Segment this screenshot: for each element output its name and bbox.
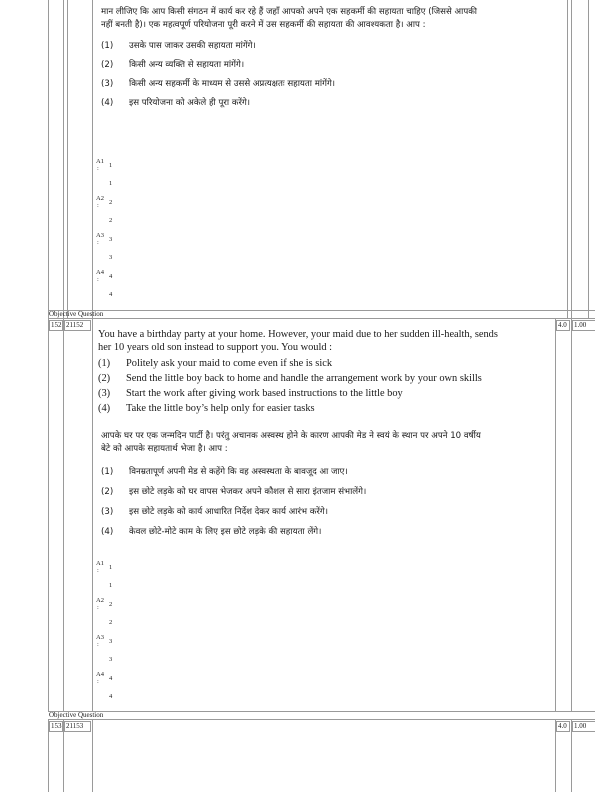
- q152-hindi-option-2-text: इस छोटे लड़के को घर वापस भेजकर अपने कौशल से सारा इंतजाम संभालेंगे।: [129, 487, 367, 497]
- q152-hindi-stem-line1: आपके घर पर एक जन्मदिन पार्टी है। परंतु अचानक अस्वस्थ होने के कारण आपकी मेड ने स्वयं के स्थान पर अपने 10 वर्षीय: [101, 431, 481, 441]
- q151-a2-label: A2: [96, 195, 104, 202]
- q152-qid-cell: [64, 320, 91, 331]
- q152-eng-option-3-text: Start the work after giving work based instructions to the little boy: [126, 388, 403, 399]
- q151-option-2-num: (2): [101, 60, 114, 70]
- q152-hindi-option-4: [101, 526, 571, 542]
- q152-hindi-option-2: [101, 486, 571, 502]
- q151-a1-value: 1: [109, 162, 113, 169]
- q152-hindi-stem: [101, 430, 556, 456]
- grid-left-outer: [48, 0, 49, 318]
- q151-option-3-num: (3): [101, 79, 114, 89]
- row-divider-1b: [48, 318, 595, 319]
- question-152: [98, 328, 553, 537]
- q152-eng-option-4: [98, 402, 568, 418]
- q151-a4-colon: :: [97, 276, 99, 283]
- q152-hindi-option-3-text: इस छोटे लड़के को कार्य आधारित निर्देश देकर कार्य आरंभ करेंगे।: [129, 507, 328, 517]
- q151-a2-sub: 2: [109, 217, 113, 224]
- q151-option-4-text: इस परियोजना को अकेले ही पूरा करेंगे।: [129, 98, 251, 108]
- q152-eng-stem-line2: her 10 years old son instead to support you. You would :: [98, 342, 333, 353]
- q151-a4-label: A4: [96, 269, 104, 276]
- q153-serial-cell: [49, 721, 63, 732]
- q151-a1-sub: 1: [109, 180, 113, 187]
- q152-a2-label: A2: [96, 597, 104, 604]
- q152-marks: 4.0: [558, 321, 567, 329]
- q151-answers: [96, 158, 136, 308]
- q152-a4-label: A4: [96, 671, 104, 678]
- q152-eng-stem-line1: You have a birthday party at your home. However, your maid due to her sudden ill-health, sends: [98, 329, 498, 340]
- section-label-objective-2: Objective Question: [49, 711, 104, 719]
- q152-serial-cell: [49, 320, 63, 331]
- q151-option-4: [101, 97, 571, 113]
- q152-answers: [96, 560, 136, 710]
- row-divider-2: [48, 711, 595, 712]
- q152-eng-option-3: [98, 387, 568, 403]
- q151-a4-value: 4: [109, 273, 113, 280]
- q151-a3-sub: 3: [109, 254, 113, 261]
- q152-a1-sub: 1: [109, 582, 113, 589]
- q152-hindi-option-4-num: (4): [101, 527, 114, 537]
- q152-a1-value: 1: [109, 564, 113, 571]
- q151-option-1: [101, 40, 571, 56]
- q152-a2-sub: 2: [109, 619, 113, 626]
- q152-hindi-option-1-text: विनम्रतापूर्ण अपनी मेड से कहेंगे कि वह अस्वस्थता के बावजूद आ जाए।: [129, 467, 348, 477]
- row-divider-1: [48, 310, 595, 311]
- q151-a3-colon: :: [97, 239, 99, 246]
- q152-eng-option-1-num: (1): [98, 358, 111, 369]
- grid-left-inner-a: [63, 0, 64, 318]
- q151-hindi-stem-line1: मान लीजिए कि आप किसी संगठन में कार्य कर रहे हैं जहाँ आपको अपने एक सहकर्मी की सहायता चाहिए (जिससे आपकी: [101, 7, 478, 17]
- q152-eng-option-4-num: (4): [98, 403, 111, 414]
- grid-qid-sep-2: [92, 318, 93, 711]
- q151-option-4-num: (4): [101, 98, 114, 108]
- q153-marks: 4.0: [558, 722, 567, 730]
- q152-eng-option-2-num: (2): [98, 373, 111, 384]
- q152-hindi-option-3-num: (3): [101, 507, 114, 517]
- q153-qid-cell: [64, 721, 91, 732]
- q152-negative: 1.00: [574, 321, 587, 329]
- q152-a4-sub: 4: [109, 693, 113, 700]
- q151-option-2-text: किसी अन्य व्यक्ति से सहायता मांगेंगे।: [129, 60, 245, 70]
- grid-left-inner-b: [67, 0, 68, 318]
- grid-qid-sep-3: [92, 719, 93, 792]
- grid-serial-sep-2: [63, 318, 64, 711]
- q152-serial: 152: [51, 321, 62, 329]
- grid-right-b: [571, 0, 572, 318]
- q151-a2-value: 2: [109, 199, 113, 206]
- q151-option-1-num: (1): [101, 41, 114, 51]
- q151-a4-sub: 4: [109, 291, 113, 298]
- q152-eng-option-2-text: Send the little boy back to home and handle the arrangement work by your own skills: [126, 373, 482, 384]
- q152-a4-colon: :: [97, 678, 99, 685]
- q152-hindi-option-4-text: केवल छोटे-मोटे काम के लिए इस छोटे लड़के की सहायता लेंगे।: [129, 527, 322, 537]
- q152-eng-option-1: [98, 357, 568, 373]
- q152-a1-label: A1: [96, 560, 104, 567]
- q151-a3-label: A3: [96, 232, 104, 239]
- q152-negative-cell: [572, 320, 595, 331]
- q152-a4-value: 4: [109, 675, 113, 682]
- q152-qid: 21152: [66, 321, 84, 329]
- q152-eng-option-4-text: Take the little boy’s help only for easier tasks: [126, 403, 315, 414]
- grid-marks-right-2: [571, 318, 572, 711]
- q152-a1-colon: :: [97, 567, 99, 574]
- q152-eng-option-2: [98, 372, 568, 388]
- row-divider-2b: [48, 719, 595, 720]
- q152-a3-value: 3: [109, 638, 113, 645]
- q152-hindi-option-1: [101, 466, 571, 482]
- grid-right-c: [588, 0, 589, 318]
- q151-option-2: [101, 59, 571, 75]
- q152-hindi-stem-line2: बेटे को आपके सहायतार्थ भेजा है। आप :: [101, 444, 228, 454]
- q153-negative-cell: [572, 721, 595, 732]
- section-label-objective-1: Objective Question: [49, 310, 104, 318]
- q152-eng-option-3-num: (3): [98, 388, 111, 399]
- q152-a3-sub: 3: [109, 656, 113, 663]
- q152-a2-value: 2: [109, 601, 113, 608]
- q152-marks-cell: [556, 320, 570, 331]
- q153-serial: 153: [51, 722, 62, 730]
- q152-hindi-option-3: [101, 506, 571, 522]
- q151-a3-value: 3: [109, 236, 113, 243]
- q151-option-3: [101, 78, 571, 94]
- q152-hindi-option-1-num: (1): [101, 467, 114, 477]
- q151-option-3-text: किसी अन्य सहकर्मी के माध्यम से उससे अप्रत्यक्षतः सहायता मांगेंगे।: [129, 79, 336, 89]
- grid-left-inner-c: [92, 0, 93, 318]
- q153-qid: 21153: [66, 722, 84, 730]
- q151-a1-label: A1: [96, 158, 104, 165]
- q151-hindi-stem-line2: नहीं बनती है)। एक महत्वपूर्ण परियोजना पूरी करने में उस सहकर्मी की सहायता की आवश्यकता है। आप :: [101, 20, 426, 30]
- q152-eng-option-1-text: Politely ask your maid to come even if she is sick: [126, 358, 333, 369]
- q152-hindi-option-2-num: (2): [101, 487, 114, 497]
- q152-a2-colon: :: [97, 604, 99, 611]
- grid-left-outer-2: [48, 318, 49, 711]
- q153-marks-cell: [556, 721, 570, 732]
- q152-a3-colon: :: [97, 641, 99, 648]
- question-151: [101, 6, 561, 108]
- q151-option-1-text: उसके पास जाकर उसकी सहायता मांगेंगे।: [129, 41, 256, 51]
- q153-negative: 1.00: [574, 722, 587, 730]
- q152-a3-label: A3: [96, 634, 104, 641]
- q151-a1-colon: :: [97, 165, 99, 172]
- q151-a2-colon: :: [97, 202, 99, 209]
